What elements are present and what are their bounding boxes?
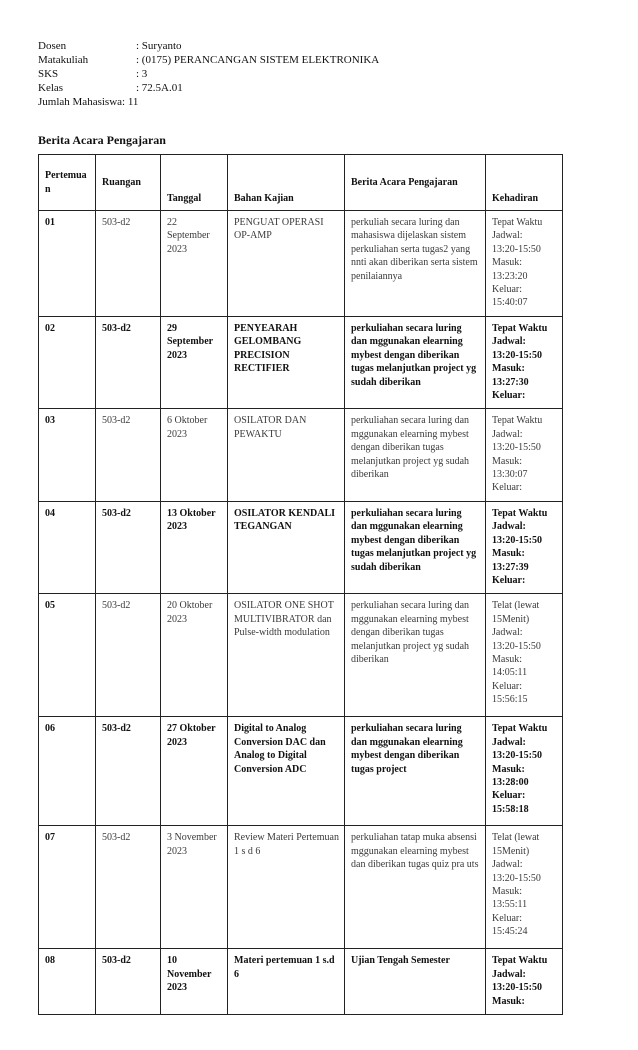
cell-bahan-kajian: Digital to Analog Conversion DAC dan Analog to Digital Conversion ADC	[228, 717, 345, 826]
attendance-line: Jadwal:	[492, 336, 526, 348]
cell-kehadiran	[486, 409, 563, 501]
info-matakuliah	[38, 53, 379, 67]
attendance-line: 13:20-15:50	[492, 349, 542, 361]
cell-kehadiran	[486, 317, 563, 409]
attendance-line: Masuk:	[492, 995, 525, 1007]
cell-tanggal: 27 Oktober 2023	[161, 717, 228, 826]
attendance-line: Tepat Waktu	[492, 415, 543, 427]
cell-kehadiran	[486, 717, 563, 826]
attendance-line: 13:27:39	[492, 561, 529, 573]
cell-ruangan: 503-d2	[96, 409, 161, 501]
info-value: : 3	[136, 68, 148, 80]
cell-kehadiran	[486, 211, 563, 317]
info-kelas	[38, 81, 379, 95]
cell-pertemuan: 08	[39, 949, 96, 1015]
attendance-line: Keluar:	[492, 790, 526, 802]
cell-tanggal: 20 Oktober 2023	[161, 594, 228, 717]
attendance-line: 13:20-15:50	[492, 982, 542, 994]
attendance-line: 13:55:11	[492, 899, 528, 911]
attendance-line: 13:20-15:50	[492, 750, 542, 762]
cell-berita-acara: perkuliah secara luring dan mahasiswa dijelaskan sistem perkuliahan serta tugas2 yang nnti akan diberikan serta sistem penilaiannya	[345, 211, 486, 317]
teaching-record-table	[38, 154, 563, 1015]
attendance-line: Jadwal:	[492, 428, 523, 440]
attendance-line: 13:20-15:50	[492, 640, 541, 652]
section-title: Berita Acara Pengajaran	[38, 133, 166, 147]
cell-pertemuan: 04	[39, 501, 96, 593]
cell-berita-acara: perkuliahan tatap muka absensi mggunakan elearning mybest dan diberikan tugas quiz pra uts	[345, 826, 486, 949]
header-ruangan: Ruangan	[96, 155, 161, 211]
attendance-line: Jadwal:	[492, 968, 526, 980]
info-label: Kelas	[38, 82, 64, 94]
attendance-line: Jadwal:	[492, 230, 523, 242]
cell-ruangan: 503-d2	[96, 501, 161, 593]
info-value: : 11	[122, 96, 139, 108]
cell-kehadiran	[486, 501, 563, 593]
cell-berita-acara: perkuliahan secara luring dan mggunakan elearning mybest dengan diberikan tugas project	[345, 717, 486, 826]
cell-tanggal: 13 Oktober 2023	[161, 501, 228, 593]
info-dosen	[38, 39, 379, 53]
attendance-line: Keluar:	[492, 574, 526, 586]
cell-pertemuan: 07	[39, 826, 96, 949]
cell-bahan-kajian: OSILATOR ONE SHOT MULTIVIBRATOR dan Pulse-width modulation	[228, 594, 345, 717]
attendance-line: 13:20-15:50	[492, 534, 542, 546]
attendance-line: Tepat Waktu	[492, 323, 548, 334]
table-row	[39, 826, 563, 949]
attendance-line: 14:05:11	[492, 667, 528, 679]
attendance-line: 13:23:20	[492, 270, 528, 282]
info-jumlah	[38, 95, 379, 109]
info-value: : 72.5A.01	[136, 82, 183, 94]
table-row	[39, 211, 563, 317]
cell-bahan-kajian: PENYEARAH GELOMBANG PRECISION RECTIFIER	[228, 317, 345, 409]
cell-pertemuan: 06	[39, 717, 96, 826]
attendance-line: Telat (lewat	[492, 832, 540, 844]
table-row	[39, 717, 563, 826]
table-row	[39, 409, 563, 501]
cell-ruangan: 503-d2	[96, 594, 161, 717]
attendance-line: 15:56:15	[492, 694, 528, 706]
cell-berita-acara: perkuliahan secara luring dan mggunakan elearning mybest dengan diberikan tugas melanjutkan project yg sudah diberikan	[345, 409, 486, 501]
cell-pertemuan: 01	[39, 211, 96, 317]
attendance-line: Masuk:	[492, 257, 522, 269]
attendance-line: Jadwal:	[492, 736, 526, 748]
info-label: Matakuliah	[38, 54, 89, 66]
cell-pertemuan: 02	[39, 317, 96, 409]
attendance-line: Masuk:	[492, 653, 522, 665]
info-value: : (0175) PERANCANGAN SISTEM ELEKTRONIKA	[136, 54, 380, 66]
cell-ruangan: 503-d2	[96, 211, 161, 317]
attendance-line: 13:30:07	[492, 469, 528, 481]
cell-tanggal: 6 Oktober 2023	[161, 409, 228, 501]
header-tanggal: Tanggal	[161, 155, 228, 211]
cell-tanggal: 29 September 2023	[161, 317, 228, 409]
attendance-line: 13:20-15:50	[492, 442, 541, 454]
cell-tanggal: 22 September 2023	[161, 211, 228, 317]
cell-berita-acara: perkuliahan secara luring dan mggunakan elearning mybest dengan diberikan tugas melanjutkan project yg sudah diberikan	[345, 501, 486, 593]
attendance-line: 13:28:00	[492, 776, 529, 788]
attendance-line: Keluar:	[492, 912, 522, 924]
cell-kehadiran	[486, 826, 563, 949]
info-label: Dosen	[38, 40, 67, 52]
attendance-line: Keluar:	[492, 284, 522, 296]
cell-bahan-kajian: Materi pertemuan 1 s.d 6	[228, 949, 345, 1015]
attendance-line: 13:20-15:50	[492, 872, 541, 884]
attendance-line: 13:27:30	[492, 376, 529, 388]
cell-kehadiran	[486, 594, 563, 717]
cell-tanggal: 10 November 2023	[161, 949, 228, 1015]
attendance-line: Masuk:	[492, 763, 525, 775]
attendance-line: Tepat Waktu	[492, 955, 548, 967]
attendance-line: Masuk:	[492, 455, 522, 467]
header-berita-acara: Berita Acara Pengajaran	[345, 155, 486, 211]
cell-ruangan: 503-d2	[96, 949, 161, 1015]
cell-bahan-kajian: OSILATOR DAN PEWAKTU	[228, 409, 345, 501]
attendance-line: Masuk:	[492, 548, 525, 560]
header-kehadiran: Kehadiran	[486, 155, 563, 211]
cell-bahan-kajian: OSILATOR KENDALI TEGANGAN	[228, 501, 345, 593]
attendance-line: 15:58:18	[492, 803, 529, 815]
attendance-line: Jadwal:	[492, 859, 523, 871]
attendance-line: Jadwal:	[492, 627, 523, 639]
table-row	[39, 501, 563, 593]
cell-pertemuan: 05	[39, 594, 96, 717]
cell-ruangan: 503-d2	[96, 717, 161, 826]
header-pertemuan: Pertemuan	[39, 155, 96, 211]
cell-bahan-kajian: Review Materi Pertemuan 1 s d 6	[228, 826, 345, 949]
cell-ruangan: 503-d2	[96, 317, 161, 409]
attendance-line: 13:20-15:50	[492, 243, 541, 255]
attendance-line: Tepat Waktu	[492, 217, 543, 228]
info-sks	[38, 67, 379, 81]
attendance-line: 15Menit)	[492, 845, 530, 857]
attendance-line: Masuk:	[492, 885, 522, 897]
cell-ruangan: 503-d2	[96, 826, 161, 949]
cell-berita-acara: Ujian Tengah Semester	[345, 949, 486, 1015]
attendance-line: 15Menit)	[492, 613, 530, 625]
table-row	[39, 949, 563, 1015]
table-row	[39, 317, 563, 409]
attendance-line: 15:40:07	[492, 297, 528, 309]
attendance-line: Keluar:	[492, 482, 522, 494]
course-info	[38, 39, 379, 109]
table-header-row	[39, 155, 563, 211]
attendance-line: Keluar:	[492, 390, 526, 402]
attendance-line: Masuk:	[492, 363, 525, 375]
header-bahan-kajian: Bahan Kajian	[228, 155, 345, 211]
info-label: SKS	[38, 68, 59, 80]
attendance-line: Tepat Waktu	[492, 507, 548, 519]
cell-bahan-kajian: PENGUAT OPERASI OP-AMP	[228, 211, 345, 317]
cell-berita-acara: perkuliahan secara luring dan mggunakan elearning mybest dengan diberikan tugas melanjutkan project yg sudah diberikan	[345, 317, 486, 409]
info-label: Jumlah Mahasiswa	[38, 96, 123, 108]
cell-tanggal: 3 November 2023	[161, 826, 228, 949]
attendance-line: Telat (lewat	[492, 600, 540, 612]
cell-berita-acara: perkuliahan secara luring dan mggunakan elearning mybest dengan diberikan tugas melanjutkan project yg sudah diberikan	[345, 594, 486, 717]
cell-pertemuan: 03	[39, 409, 96, 501]
cell-kehadiran	[486, 949, 563, 1015]
info-value: : Suryanto	[136, 40, 182, 52]
table-row	[39, 594, 563, 717]
attendance-line: Tepat Waktu	[492, 723, 548, 735]
attendance-line: 15:45:24	[492, 926, 528, 938]
attendance-line: Keluar:	[492, 680, 522, 692]
attendance-line: Jadwal:	[492, 521, 526, 533]
